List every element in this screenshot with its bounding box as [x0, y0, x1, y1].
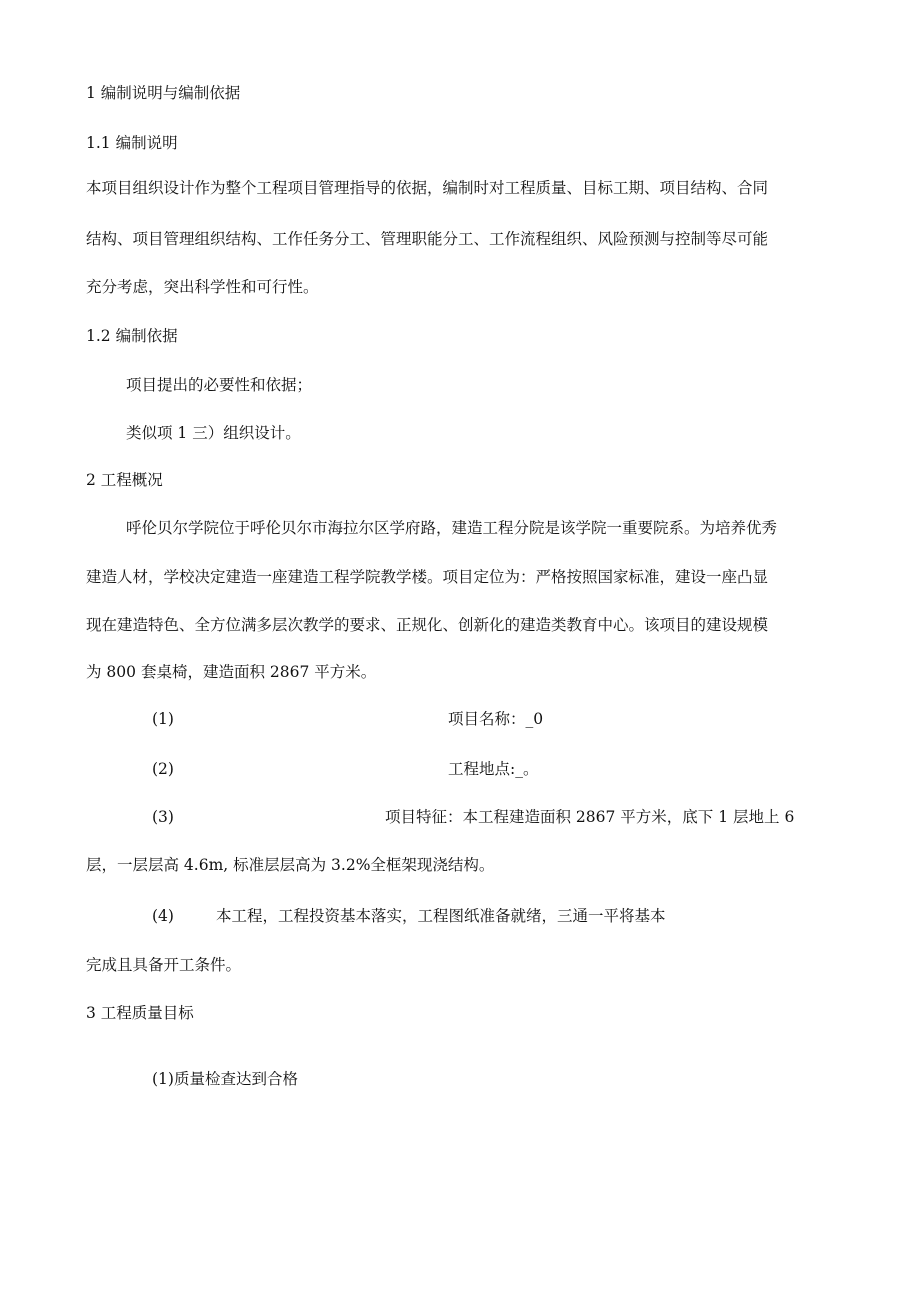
heading-1-2: 1.2 编制依据 — [86, 327, 178, 345]
basis-item: 项目提出的必要性和依据； — [126, 376, 313, 394]
project-features: 项目特征：本工程建造面积 2867 平方米，底下 1 层地上 6 — [385, 808, 795, 826]
heading-3: 3 工程质量目标 — [86, 1004, 194, 1022]
paragraph-line: 本项目组织设计作为整个工程项目管理指导的依据，编制时对工程质量、目标工期、项目结构、合同 — [86, 179, 769, 197]
paragraph-line: 呼伦贝尔学院位于呼伦贝尔市海拉尔区学府路，建造工程分院是该学院一重要院系。为培养优秀 — [126, 519, 778, 537]
item-number: (4) — [152, 907, 174, 925]
project-features-continued: 层，一层层高 4.6m, 标准层层高为 3.2%全框架现浇结构。 — [86, 856, 495, 874]
item-number: (3) — [152, 808, 174, 826]
project-location: 工程地点:_。 — [448, 760, 539, 778]
basis-item: 类似项 1 三）组织设计。 — [126, 424, 301, 442]
paragraph-line: 充分考虑，突出科学性和可行性。 — [86, 278, 319, 296]
paragraph-line: 建造人材，学校决定建造一座建造工程学院教学楼。项目定位为：严格按照国家标准，建设一座凸显 — [86, 568, 769, 586]
heading-1: 1 编制说明与编制依据 — [86, 84, 241, 102]
paragraph-line: 现在建造特色、全方位满多层次教学的要求、正规化、创新化的建造类教育中心。该项目的建设规模 — [86, 616, 769, 634]
paragraph-line: 为 800 套桌椅，建造面积 2867 平方米。 — [86, 663, 377, 681]
item-number: (2) — [152, 760, 174, 778]
project-readiness-continued: 完成且具备开工条件。 — [86, 956, 242, 974]
project-name: 项目名称：_0 — [448, 710, 544, 728]
heading-2: 2 工程概况 — [86, 471, 163, 489]
item-number: (1) — [152, 710, 174, 728]
heading-1-1: 1.1 编制说明 — [86, 134, 178, 152]
project-readiness: 本工程，工程投资基本落实，工程图纸准备就绪，三通一平将基本 — [216, 907, 666, 925]
paragraph-line: 结构、项目管理组织结构、工作任务分工、管理职能分工、工作流程组织、风险预测与控制等尽可能 — [86, 230, 769, 248]
quality-item: (1)质量检查达到合格 — [152, 1070, 298, 1088]
